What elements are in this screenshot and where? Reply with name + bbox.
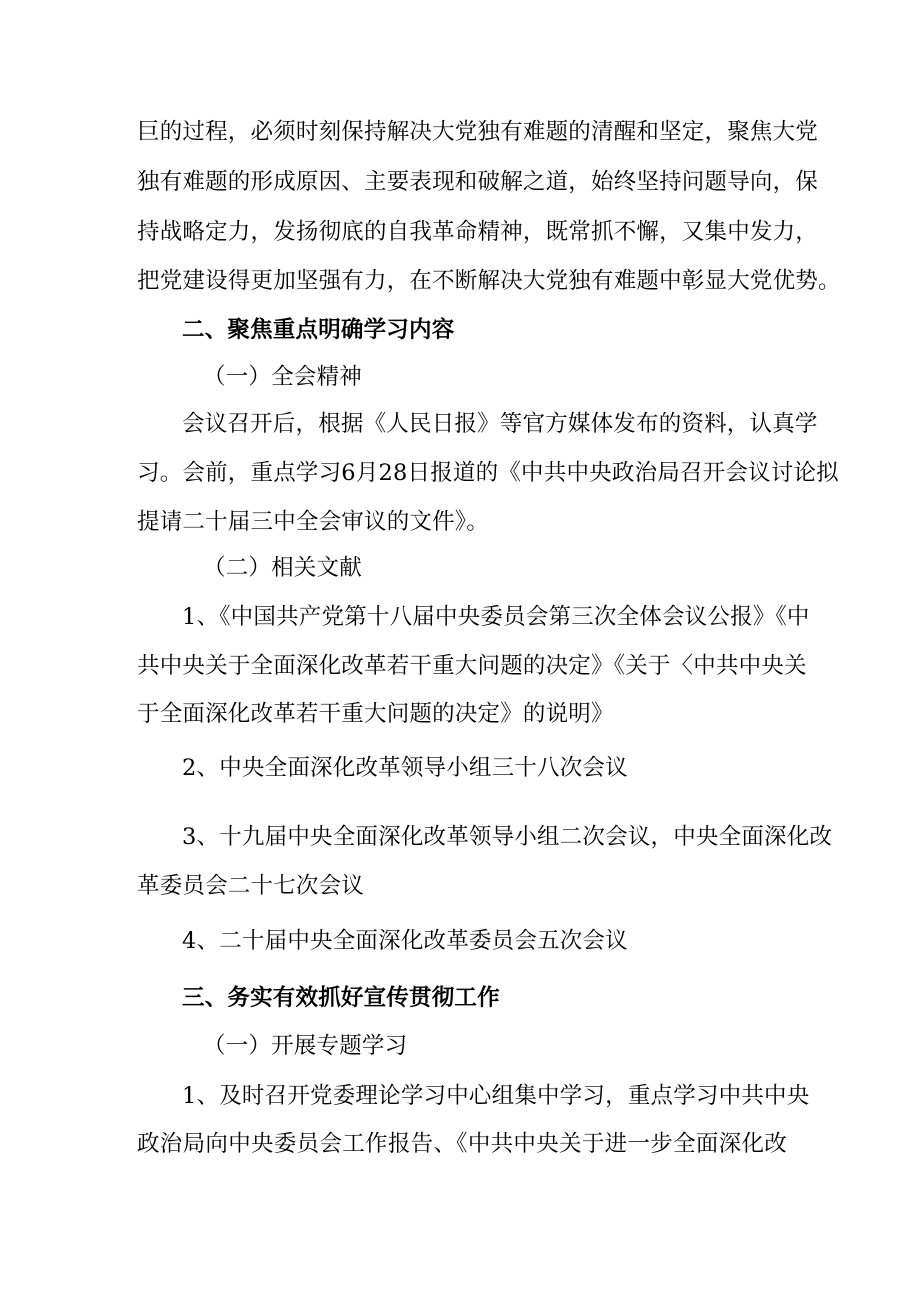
list-item-line: 革委员会二十七次会议	[137, 873, 365, 899]
subsection-heading: （一）全会精神	[203, 364, 362, 390]
body-text-line: 独有难题的形成原因、主要表现和破解之道，始终坚持问题导向，保	[137, 169, 819, 195]
body-text-line: 政治局向中央委员会工作报告、《中共中央关于进一步全面深化改	[137, 1131, 787, 1157]
body-text-line: 把党建设得更加坚强有力，在不断解决大党独有难题中彰显大党优势。	[137, 268, 841, 294]
body-text-line: 1、及时召开党委理论学习中心组集中学习，重点学习中共中央	[182, 1083, 810, 1109]
body-text-line: 习。会前，重点学习6月28日报道的《中共中央政治局召开会议讨论拟	[137, 460, 839, 486]
body-text-line: 提请二十届三中全会审议的文件》。	[137, 509, 489, 535]
list-item-line: 1、《中国共产党第十八届中央委员会第三次全体会议公报》《中	[182, 604, 810, 630]
list-item-line: 4、二十届中央全面深化改革委员会五次会议	[182, 928, 628, 954]
body-text-line: 会议召开后，根据《人民日报》等官方媒体发布的资料，认真学	[182, 411, 818, 437]
section-heading-2: 二、聚焦重点明确学习内容	[182, 317, 455, 343]
subsection-heading: （二）相关文献	[203, 555, 362, 581]
list-item-line: 共中央关于全面深化改革若干重大问题的决定》《关于〈中共中央关	[137, 653, 807, 679]
list-item-line: 于全面深化改革若干重大问题的决定》的说明》	[137, 701, 614, 727]
body-text-line: 持战略定力，发扬彻底的自我革命精神，既常抓不懈，又集中发力，	[137, 219, 819, 245]
subsection-heading: （一）开展专题学习	[203, 1033, 408, 1059]
section-heading-3: 三、务实有效抓好宣传贯彻工作	[182, 985, 500, 1011]
body-text-line: 巨的过程，必须时刻保持解决大党独有难题的清醒和坚定，聚焦大党	[137, 119, 819, 145]
list-item-line: 2、中央全面深化改革领导小组三十八次会议	[182, 755, 628, 781]
list-item-line: 3、十九届中央全面深化改革领导小组二次会议，中央全面深化改	[182, 824, 833, 850]
